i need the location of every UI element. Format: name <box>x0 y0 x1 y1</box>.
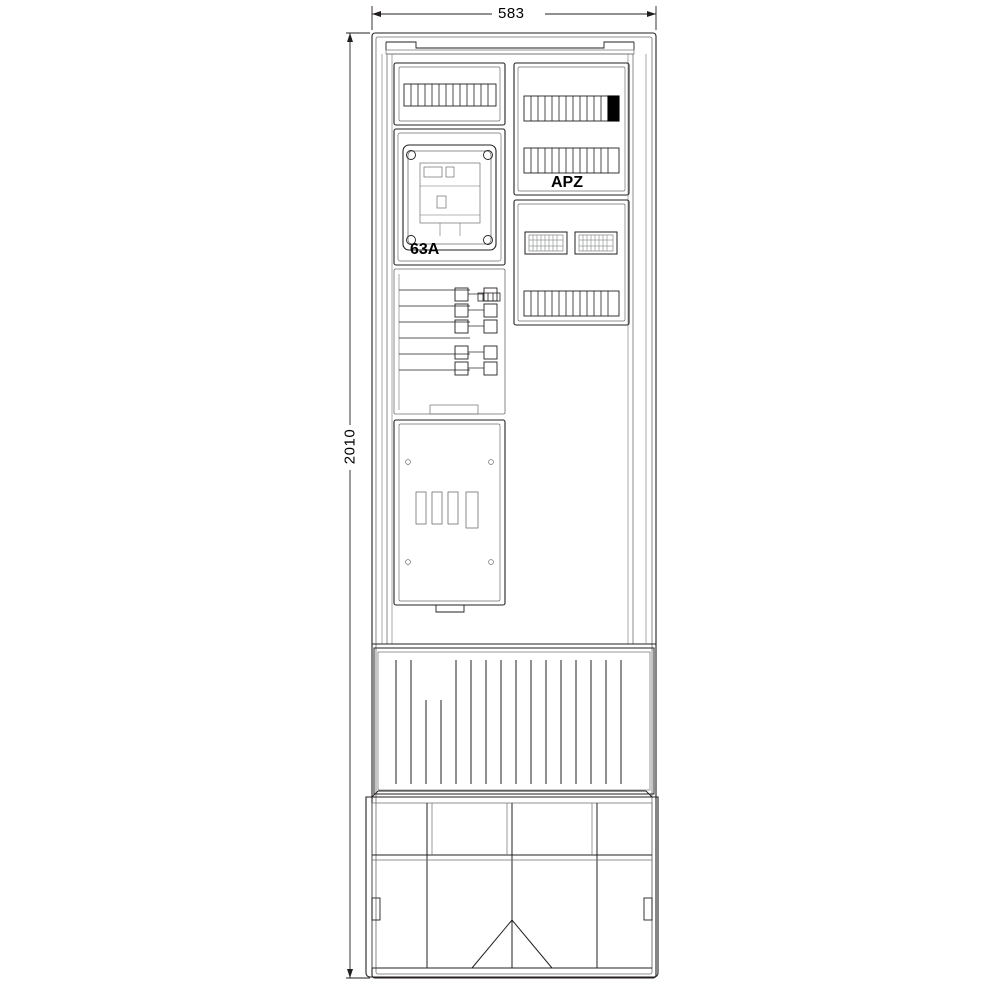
connector-block-field <box>514 200 629 325</box>
inner-equipment-frame <box>387 54 633 644</box>
foundation-plinth <box>366 791 658 977</box>
base-ventilation-grille <box>374 648 654 794</box>
dimension-width-label: 583 <box>498 5 525 22</box>
left-top-terminal-block <box>394 63 505 125</box>
connector-left <box>525 232 567 254</box>
apz-label: APZ <box>551 174 583 191</box>
cabinet-top-lid <box>386 42 634 54</box>
left-wiring-rail-area <box>394 269 505 414</box>
lower-equipment-panel <box>394 420 505 612</box>
breaker-rating-label: 63A <box>410 241 440 258</box>
connector-right <box>575 232 617 254</box>
dimension-height-label: 2010 <box>341 428 359 465</box>
